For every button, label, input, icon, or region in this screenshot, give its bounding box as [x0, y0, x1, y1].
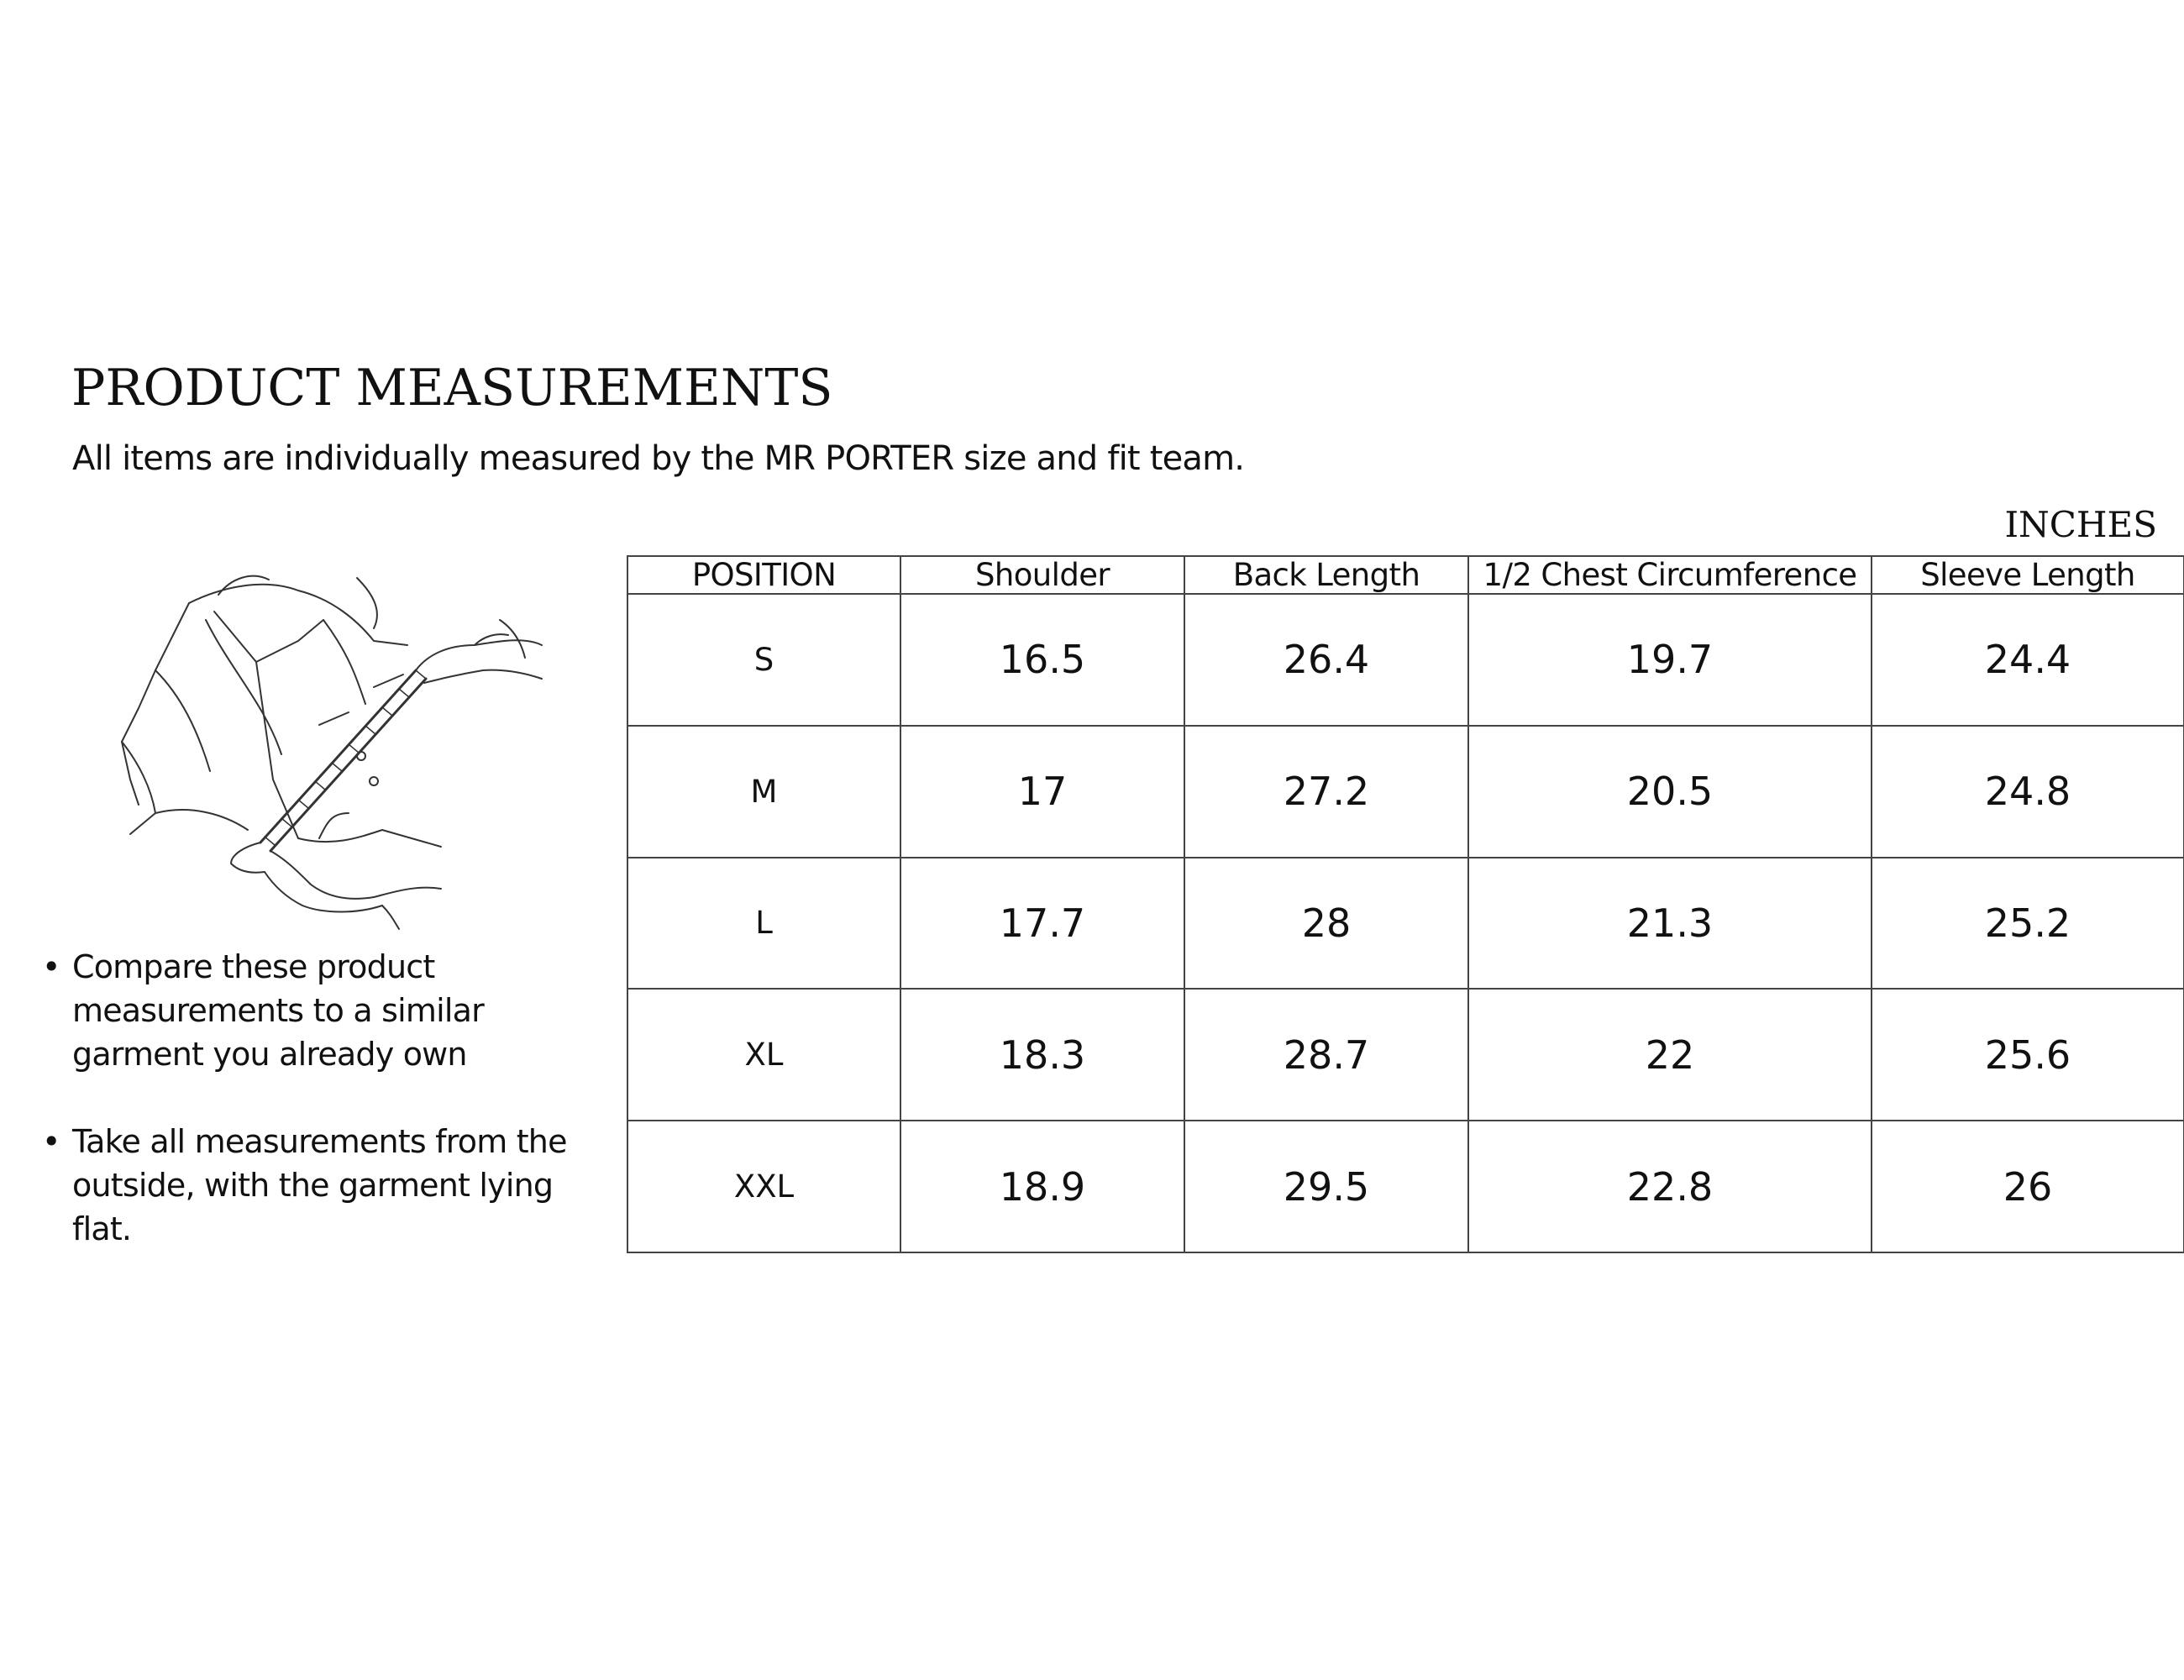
- sleeve-length-cell: 24.8: [1872, 726, 2184, 858]
- size-cell: M: [627, 726, 900, 858]
- units-label: INCHES: [2004, 504, 2157, 545]
- page-subtitle: All items are individually measured by the MR PORTER size and fit team.: [72, 439, 1245, 478]
- table-row: [627, 726, 2184, 858]
- column-header-shoulder: Shoulder: [900, 556, 1184, 594]
- half-chest-cell: 19.7: [1468, 594, 1872, 726]
- shoulder-cell: 16.5: [900, 594, 1184, 726]
- half-chest-cell: 21.3: [1468, 858, 1872, 990]
- half-chest-cell: 22.8: [1468, 1121, 1872, 1252]
- table-row: [627, 1121, 2184, 1252]
- notes-list: [42, 945, 580, 1294]
- size-cell: L: [627, 858, 900, 990]
- sleeve-length-cell: 25.2: [1872, 858, 2184, 990]
- half-chest-cell: 22: [1468, 989, 1872, 1121]
- note-item: [42, 945, 580, 1076]
- size-cell: XL: [627, 989, 900, 1121]
- shoulder-cell: 18.9: [900, 1121, 1184, 1252]
- shoulder-cell: 17: [900, 726, 1184, 858]
- half-chest-cell: 20.5: [1468, 726, 1872, 858]
- size-cell: XXL: [627, 1121, 900, 1252]
- table-header-row: [627, 556, 2184, 594]
- column-header-position: POSITION: [627, 556, 900, 594]
- table-row: [627, 594, 2184, 726]
- note-text: Take all measurements from the outside, with the garment lying flat.: [72, 1123, 567, 1247]
- measurements-table: [627, 555, 2184, 1253]
- page-title: PRODUCT MEASUREMENTS: [71, 359, 833, 417]
- back-length-cell: 29.5: [1184, 1121, 1468, 1252]
- back-length-cell: 26.4: [1184, 594, 1468, 726]
- column-header-half-chest: 1/2 Chest Circumference: [1468, 556, 1872, 594]
- sleeve-length-cell: 25.6: [1872, 989, 2184, 1121]
- back-length-cell: 28: [1184, 858, 1468, 990]
- table-row: [627, 858, 2184, 990]
- column-header-back-length: Back Length: [1184, 556, 1468, 594]
- bullet: •: [42, 948, 60, 985]
- note-item: [42, 1120, 580, 1251]
- back-length-cell: 28.7: [1184, 989, 1468, 1121]
- shoulder-cell: 18.3: [900, 989, 1184, 1121]
- sleeve-length-cell: 26: [1872, 1121, 2184, 1252]
- column-header-sleeve-length: Sleeve Length: [1872, 556, 2184, 594]
- measuring-tape-jacket-illustration: [105, 561, 550, 931]
- size-cell: S: [627, 594, 900, 726]
- bullet: •: [42, 1123, 60, 1160]
- shoulder-cell: 17.7: [900, 858, 1184, 990]
- table-row: [627, 989, 2184, 1121]
- note-text: Compare these product measurements to a similar garment you already own: [72, 948, 484, 1073]
- sleeve-length-cell: 24.4: [1872, 594, 2184, 726]
- back-length-cell: 27.2: [1184, 726, 1468, 858]
